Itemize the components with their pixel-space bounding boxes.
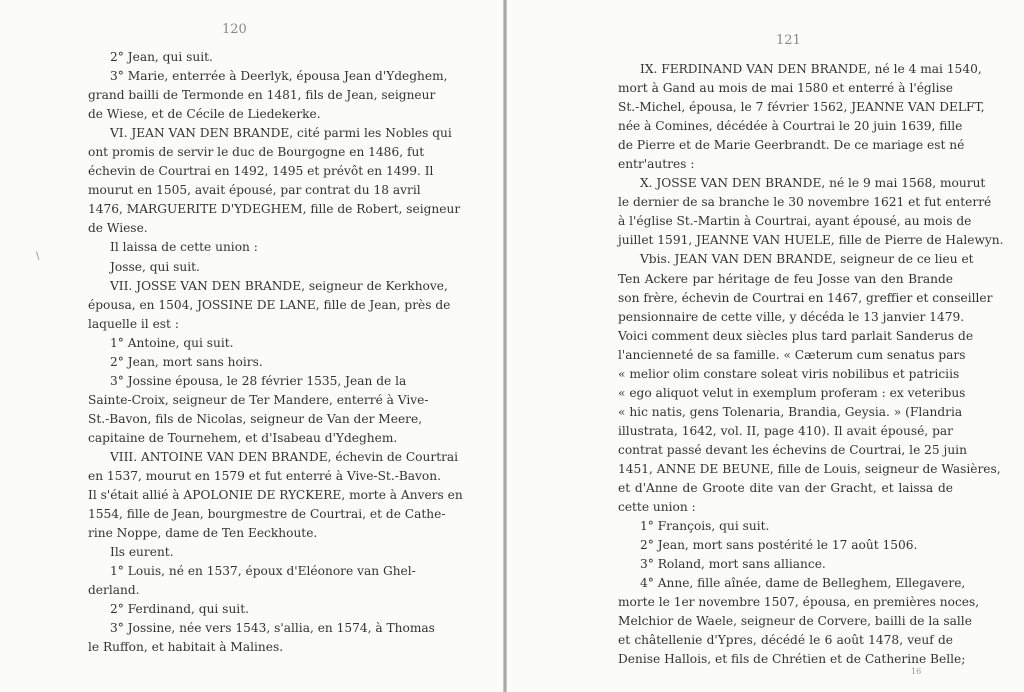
text-line: Josse, qui suit. (110, 259, 200, 274)
text-line: 2° Ferdinand, qui suit. (110, 602, 249, 617)
text-line: « hic natis, gens Tolenaria, Brandia, Geysia. » (Flandria (618, 404, 963, 419)
text-line: le dernier de sa branche le 30 novembre 1621 et fut enterré (618, 195, 992, 210)
text-line: IX. FERDINAND VAN DEN BRANDE, né le 4 mai 1540, (640, 62, 982, 76)
page-number: 120 (222, 22, 247, 37)
text-line: rine Noppe, dame de Ten Eeckhoute. (88, 526, 318, 541)
text-line: Il laissa de cette union : (110, 240, 258, 255)
text-line: son frère, échevin de Courtrai en 1467, greffier et conseiller (618, 290, 993, 305)
text-line: mourut en 1505, avait épousé, par contrat du 18 avril (88, 183, 421, 198)
text-line: capitaine de Tournehem, et d'Isabeau d'Ydeghem. (88, 430, 398, 445)
text-line: X. JOSSE VAN DEN BRANDE, né le 9 mai 1568, mourut (640, 176, 986, 191)
text-line: 4° Anne, fille aînée, dame de Belleghem, Ellegavere, (640, 576, 966, 591)
left-page (0, 0, 505, 692)
margin-mark: \ (36, 251, 40, 262)
text-line: VIII. ANTOINE VAN DEN BRANDE, échevin de Courtrai (110, 449, 459, 464)
text-line: 1° François, qui suit. (640, 519, 770, 534)
text-line: Vbis. JEAN VAN DEN BRANDE, seigneur de ce lieu et (640, 252, 974, 267)
text-line: 1° Antoine, qui suit. (110, 335, 234, 350)
text-line: 1476, MARGUERITE D'YDEGHEM, fille de Robert, seigneur (88, 202, 461, 217)
text-line: entr'autres : (618, 157, 695, 172)
text-line: Sainte-Croix, seigneur de Ter Mandere, enterré à Vive- (88, 392, 429, 407)
text-line: en 1537, mourut en 1579 et fut enterré à Vive-St.-Bavon. (88, 469, 441, 484)
text-line: juillet 1591, JEANNE VAN HUELE, fille de Pierre de Halewyn. (618, 233, 1004, 248)
text-line: de Wiese, et de Cécile de Liedekerke. (88, 107, 321, 122)
text-line: pensionnaire de cette ville, y décéda le 13 janvier 1479. (618, 309, 965, 324)
text-line: 3° Jossine, née vers 1543, s'allia, en 1574, à Thomas (110, 621, 435, 636)
page-text (88, 48, 463, 658)
text-line: échevin de Courtrai en 1492, 1495 et prévôt en 1499. Il (88, 164, 434, 179)
text-line: morte le 1er novembre 1507, épousa, en premières noces, (618, 595, 980, 610)
text-line: illustrata, 1642, vol. II, page 410). Il avait épousé, par (618, 423, 953, 438)
text-line: Ten Ackere par héritage de feu Josse van den Brande (618, 271, 953, 286)
text-line: 2° Jean, mort sans postérité le 17 août 1506. (640, 538, 918, 553)
text-line: « ego aliquot velut in exemplum proferam : ex veteribus (618, 385, 966, 400)
text-line: l'ancienneté de sa famille. « Cæterum cum senatus pars (618, 347, 966, 362)
page-number: 121 (776, 33, 801, 48)
text-line: Il s'était allié à APOLONIE DE RYCKERE, morte à Anvers en (88, 488, 463, 503)
text-line: 2° Jean, qui suit. (110, 50, 213, 64)
text-line: et d'Anne de Groote dite van der Gracht, et laissa de (618, 481, 953, 496)
text-line: née à Comines, décédée à Courtrai le 20 juin 1639, fille (618, 119, 963, 134)
text-line: 1554, fille de Jean, bourgmestre de Courtrai, et de Cathe- (88, 507, 446, 522)
text-line: 3° Marie, enterrée à Deerlyk, épousa Jean d'Ydeghem, (110, 69, 448, 84)
text-line: et châtellenie d'Ypres, décédé le 6 août 1478, veuf de (618, 633, 953, 648)
text-line: ont promis de servir le duc de Bourgogne en 1486, fut (88, 145, 425, 160)
text-line: 3° Jossine épousa, le 28 février 1535, Jean de la (110, 373, 407, 388)
text-line: 3° Roland, mort sans alliance. (640, 557, 826, 572)
text-line: VII. JOSSE VAN DEN BRANDE, seigneur de Kerkhove, (110, 278, 448, 293)
text-line: cette union : (618, 500, 696, 515)
signature-mark: 16 (911, 667, 922, 676)
text-line: St.-Michel, épousa, le 7 février 1562, JEANNE VAN DELFT, (618, 100, 985, 115)
text-line: grand bailli de Termonde en 1481, fils de Jean, seigneur (88, 88, 436, 103)
text-line: « melior olim constare soleat viris nobilibus et patriciis (618, 366, 960, 381)
text-line: le Ruffon, et habitait à Malines. (88, 640, 284, 655)
text-line: 1° Louis, né en 1537, époux d'Eléonore van Ghel- (110, 564, 416, 579)
text-line: Melchior de Waele, seigneur de Corvere, bailli de la salle (618, 614, 972, 629)
text-line: de Wiese. (88, 221, 148, 236)
text-line: Voici comment deux siècles plus tard parlait Sanderus de (618, 328, 974, 343)
text-line: laquelle il est : (88, 316, 179, 331)
text-line: de Pierre et de Marie Geerbrandt. De ce mariage est né (618, 138, 965, 153)
page-text (618, 60, 1004, 670)
text-line: 1451, ANNE DE BEUNE, fille de Louis, seigneur de Wasières, (618, 461, 1001, 476)
text-line: 2° Jean, mort sans hoirs. (110, 354, 263, 369)
text-line: à l'église St.-Martin à Courtrai, ayant épousé, au mois de (618, 214, 972, 229)
text-line: VI. JEAN VAN DEN BRANDE, cité parmi les Nobles qui (110, 126, 452, 141)
right-page (507, 0, 1024, 692)
text-line: contrat passé devant les échevins de Courtrai, le 25 juin (618, 442, 967, 457)
text-line: derland. (88, 583, 140, 598)
text-line: mort à Gand au mois de mai 1580 et enterré à l'église (618, 81, 953, 96)
text-line: épousa, en 1504, JOSSINE DE LANE, fille de Jean, près de (88, 297, 451, 312)
text-line: Ils eurent. (110, 545, 174, 560)
text-line: Denise Hallois, et fils de Chrétien et de Catherine Belle; (618, 652, 966, 667)
text-line: St.-Bavon, fils de Nicolas, seigneur de Van der Meere, (88, 411, 423, 426)
